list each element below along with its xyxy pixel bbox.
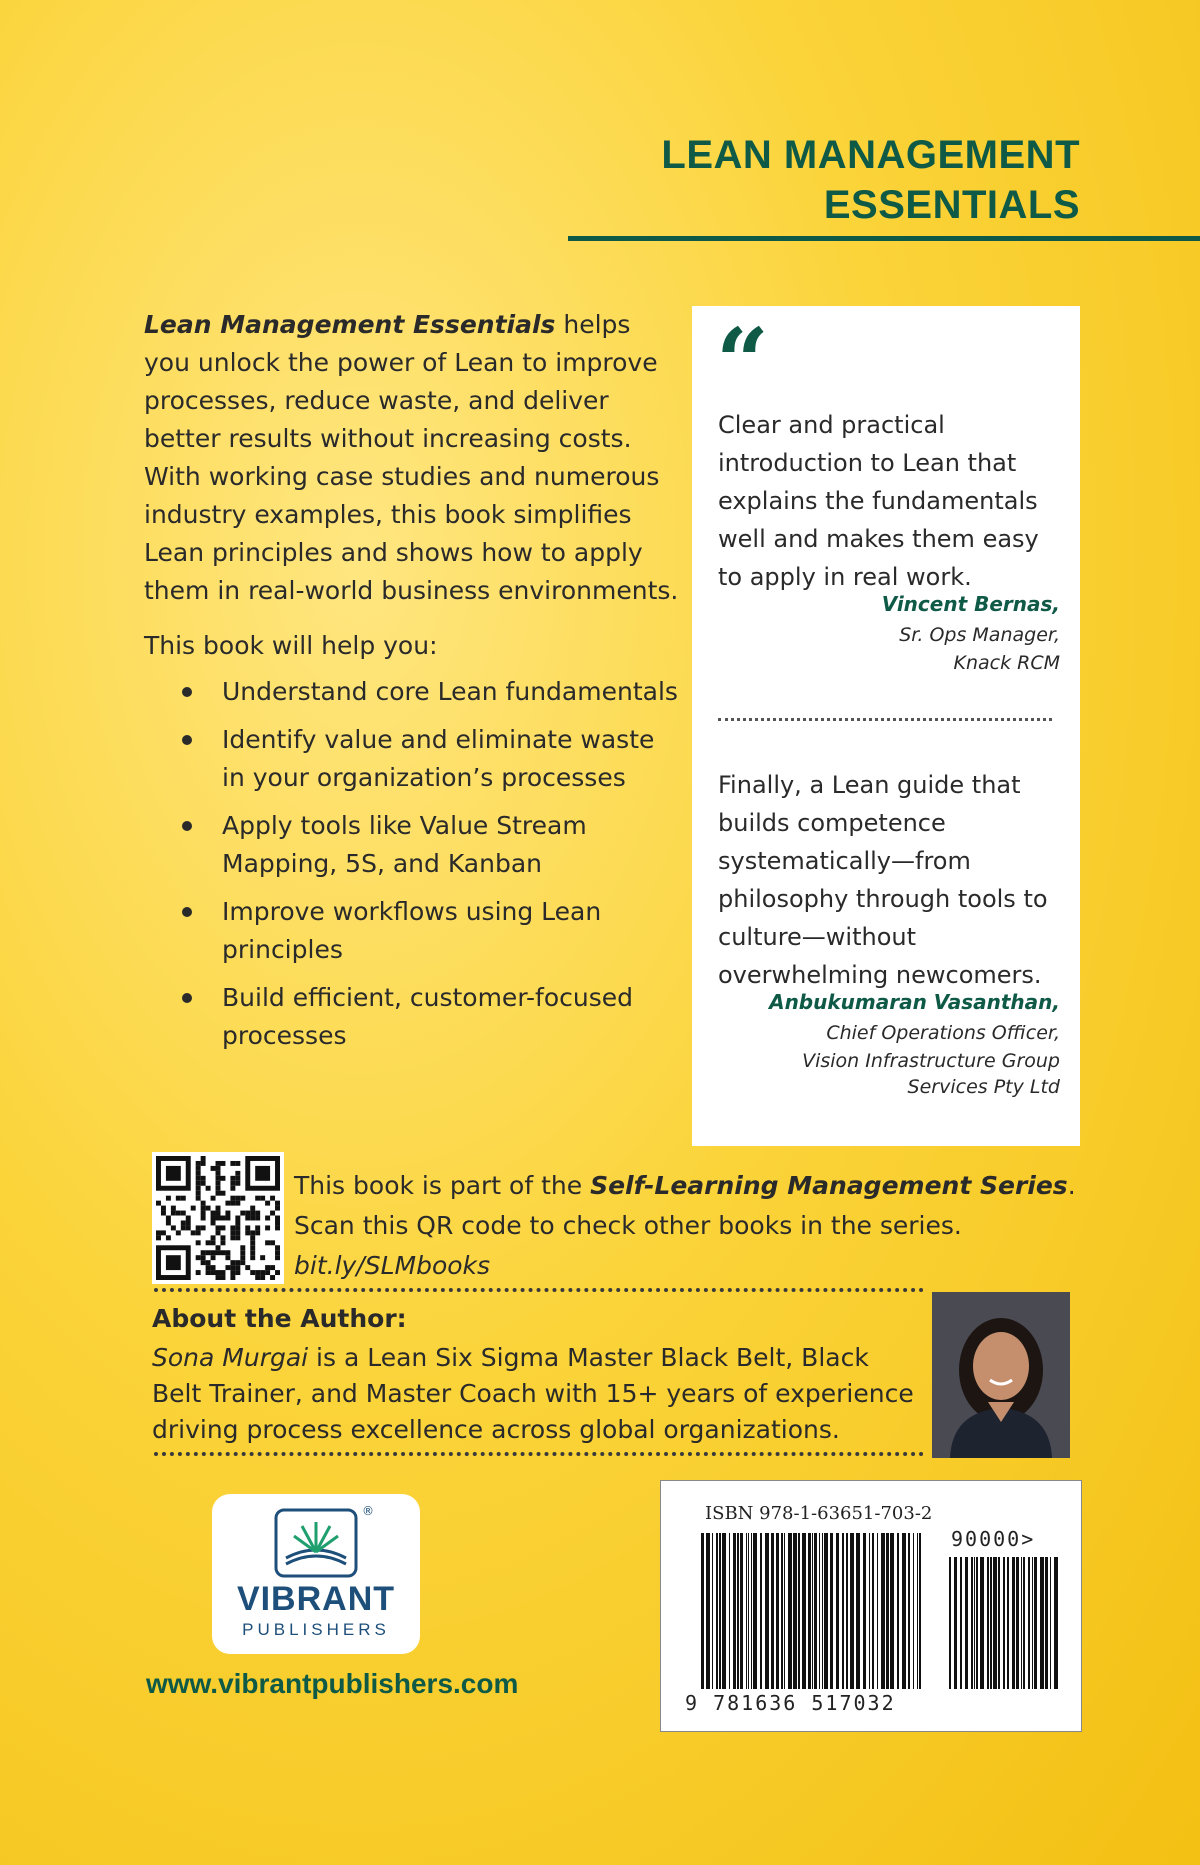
list-item: Apply tools like Value Stream Mapping, 5S, and Kanban	[144, 807, 684, 883]
benefit-list	[144, 673, 684, 1065]
testimonial-2-role: Chief Operations Officer,	[826, 1022, 1060, 1044]
bullet-dot-icon	[182, 687, 192, 697]
dotted-divider	[154, 1452, 924, 1456]
publisher-subtitle: PUBLISHERS	[242, 1620, 390, 1639]
dotted-divider	[154, 1288, 924, 1292]
book-title	[661, 130, 1080, 230]
bullet-dot-icon	[182, 993, 192, 1003]
bullet-dot-icon	[182, 821, 192, 831]
testimonial-2-name: Anbukumaran Vasanthan,	[769, 990, 1060, 1014]
author-bio: Sona Murgai is a Lean Six Sigma Master Black Belt, Black Belt Trainer, and Master Coach with 15+ years of experience driving process excellence across global organizations.	[152, 1343, 914, 1444]
book-title-line2: ESSENTIALS	[823, 183, 1080, 227]
quote-mark-icon: “	[716, 308, 769, 416]
bullet-dot-icon	[182, 907, 192, 917]
series-link[interactable]: bit.ly/SLMbooks	[294, 1251, 491, 1280]
list-item: Improve workflows using Lean principles	[144, 893, 684, 969]
testimonial-1-text: Clear and practical introduction to Lean that explains the fundamentals well and makes them easy to apply in real work.	[718, 411, 1039, 591]
testimonial-2-text: Finally, a Lean guide that builds competence systematically—from philosophy through tools to culture—without overwhelming newcomers.	[718, 771, 1048, 989]
testimonial-1-role: Sr. Ops Manager,	[899, 624, 1060, 646]
publisher-name: VIBRANT	[236, 1580, 396, 1618]
description-book-name: Lean Management Essentials	[144, 310, 556, 339]
isbn-barcode	[660, 1480, 1082, 1732]
testimonial-1-company: Knack RCM	[953, 652, 1060, 674]
help-intro: This book will help you:	[144, 631, 438, 660]
publisher-url[interactable]: www.vibrantpublishers.com	[146, 1668, 519, 1699]
testimonial-divider	[718, 718, 1052, 721]
list-item: Identify value and eliminate waste in your organization’s processes	[144, 721, 684, 797]
author-name: Sona Murgai	[152, 1343, 309, 1372]
testimonial-2-company-line1: Vision Infrastructure Group	[802, 1050, 1060, 1072]
testimonial-box	[692, 306, 1080, 1146]
series-name: Self-Learning Management Series	[590, 1171, 1068, 1200]
description-text: helps you unlock the power of Lean to improve processes, reduce waste, and deliver better results without increasing costs. With working case studies and numerous industry examples, this book simplifies Lean principles and shows how to apply them in real-world business environments.	[144, 310, 679, 605]
list-item: Build efficient, customer-focused processes	[144, 979, 684, 1055]
list-item: Understand core Lean fundamentals	[144, 673, 684, 711]
ean-digits: 9 781636 517032	[685, 1691, 896, 1715]
qr-code-icon[interactable]	[152, 1152, 284, 1284]
publisher-logo	[212, 1494, 420, 1654]
price-code: 90000>	[951, 1527, 1036, 1551]
registered-mark: ®	[362, 1504, 374, 1518]
title-underline	[568, 236, 1200, 241]
series-scan-text: Scan this QR code to check other books in the series.	[294, 1211, 962, 1240]
series-info: This book is part of the Self-Learning Management Series. Scan this QR code to check other books in the series. bit.ly/SLMbooks	[294, 1166, 1076, 1286]
book-title-line1: LEAN MANAGEMENT	[661, 133, 1080, 177]
author-heading: About the Author:	[152, 1304, 407, 1333]
book-description	[144, 306, 684, 610]
testimonial-2-company-line2: Services Pty Ltd	[907, 1076, 1060, 1098]
author-photo	[932, 1292, 1070, 1458]
bullet-dot-icon	[182, 735, 192, 745]
isbn-text: ISBN 978-1-63651-703-2	[705, 1503, 933, 1524]
testimonial-1-name: Vincent Bernas,	[881, 592, 1060, 616]
